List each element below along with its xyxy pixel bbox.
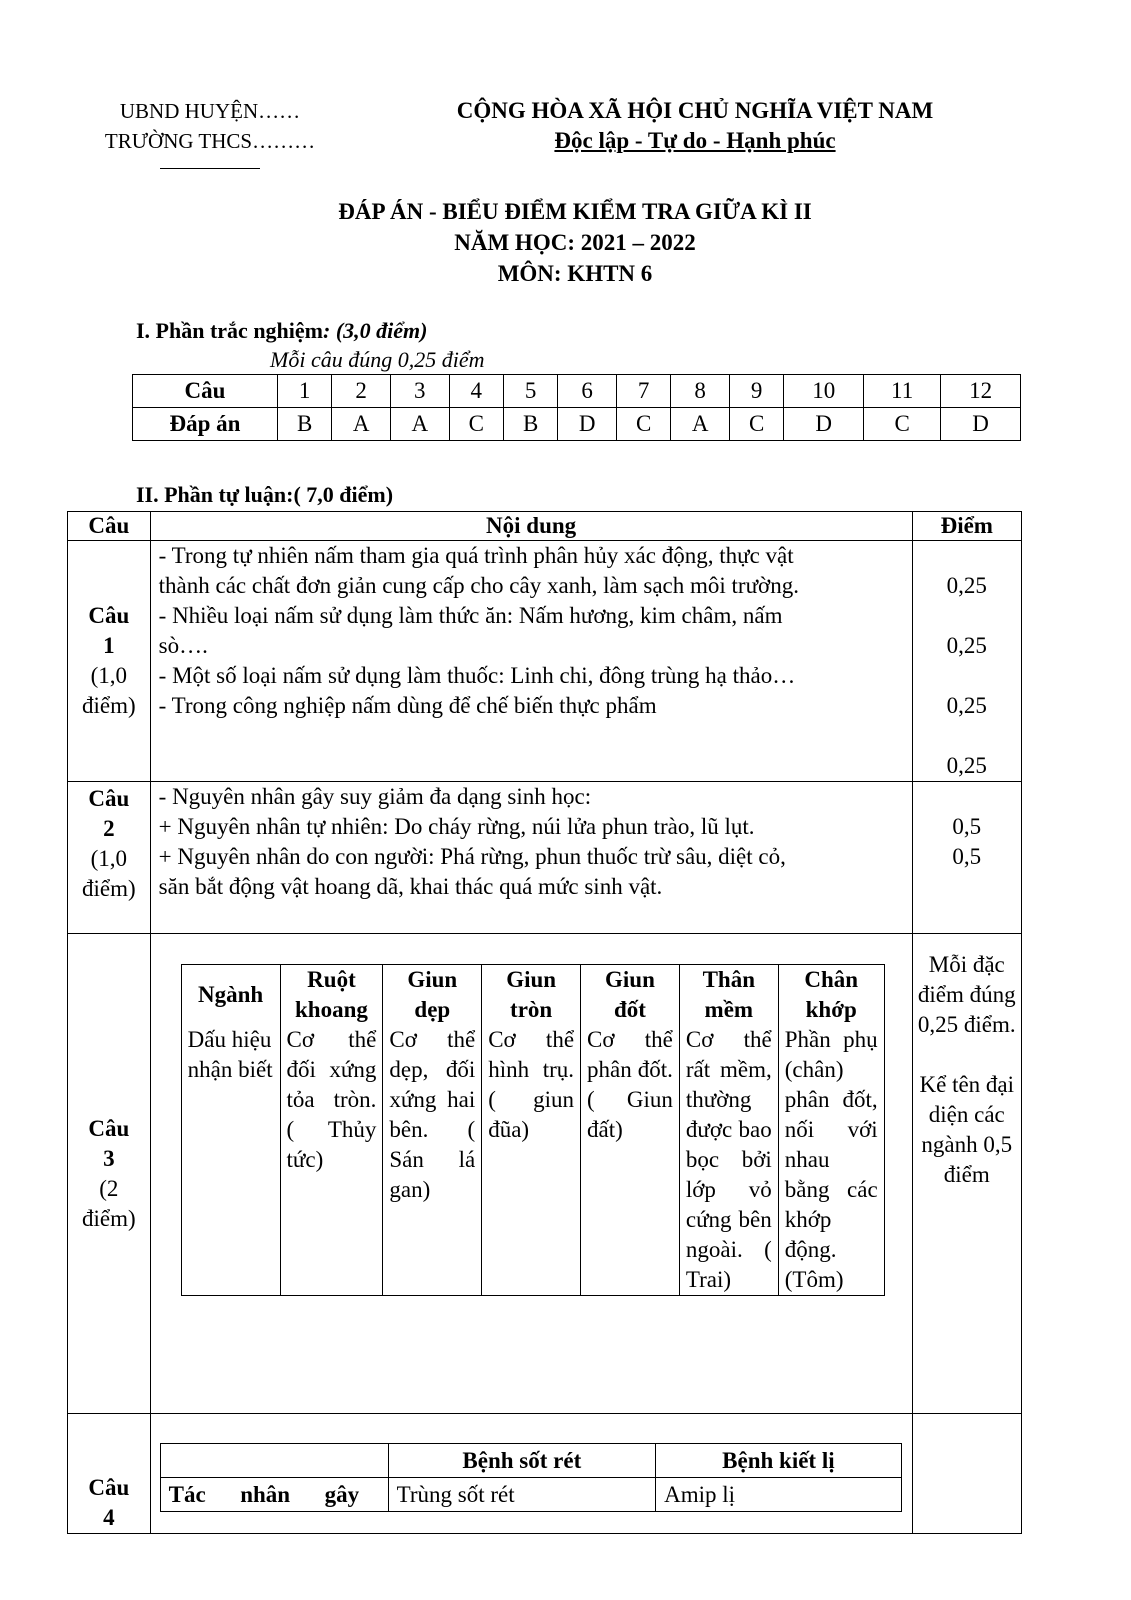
q1-line: - Trong công nghiệp nấm dùng để chế biến thực phẩm <box>158 693 657 718</box>
q2-point: 0,5 <box>952 814 982 839</box>
q2-score-unit: điểm) <box>82 876 136 901</box>
q3-number: 3 <box>103 1145 115 1171</box>
q1-label: Câu <box>88 603 130 628</box>
answer-letter: A <box>390 408 449 441</box>
part1-heading-score: : (3,0 điểm) <box>323 318 428 343</box>
question-number: 5 <box>503 375 557 408</box>
phylum-header-row <box>181 965 884 1026</box>
phylum-characteristic: Phần phụ (chân) phân đốt, nối với nhau bằng các khớp động. (Tôm) <box>778 1025 884 1296</box>
row-label: Dấu hiệu nhận biết <box>181 1025 280 1296</box>
q2-label: Câu <box>88 786 130 811</box>
question-number: 6 <box>558 375 617 408</box>
title-line-2: NĂM HỌC: 2021 – 2022 <box>454 230 696 255</box>
dysentery-pathogen: Amip lị <box>656 1478 902 1512</box>
q4-number: 4 <box>103 1505 115 1530</box>
question-3-content <box>150 934 912 1414</box>
header-divider <box>160 168 260 169</box>
phylum-characteristic: Cơ thể đối xứng tỏa tròn. ( Thủy tức) <box>280 1025 383 1296</box>
part1-note: Mỗi câu đúng 0,25 điểm <box>270 347 485 372</box>
answer-letter: D <box>784 408 864 441</box>
title-line-3: MÔN: KHTN 6 <box>497 261 653 286</box>
school-name: TRƯỜNG THCS……… <box>104 129 316 153</box>
title-line-1: ĐÁP ÁN - BIỂU ĐIỂM KIỂM TRA GIỮA KÌ II <box>338 199 812 224</box>
phylum-characteristic: Cơ thể phân đốt. ( Giun đất) <box>581 1025 680 1296</box>
answer-letter: A <box>671 408 730 441</box>
question-1-content <box>150 541 912 782</box>
answer-letter: A <box>332 408 391 441</box>
question-number: 11 <box>864 375 941 408</box>
pathogen-row-label: Tác nhân gây <box>160 1478 388 1512</box>
q1-point: 0,25 <box>946 693 987 718</box>
national-motto: Độc lập - Tự do - Hạnh phúc <box>554 128 836 153</box>
question-row <box>133 375 1021 408</box>
phylum-characteristic: Cơ thể hình trụ. ( giun đũa) <box>482 1025 581 1296</box>
q2-score: (1,0 <box>90 846 128 871</box>
q2-number: 2 <box>103 816 115 841</box>
malaria-pathogen: Trùng sốt rét <box>388 1478 656 1512</box>
answer-row <box>133 408 1021 441</box>
question-3-points <box>912 934 1021 1414</box>
q4-label: Câu <box>88 1475 130 1500</box>
question-number: 9 <box>729 375 783 408</box>
col-points-header: Điểm <box>912 512 1021 541</box>
q3-score: (2 <box>99 1175 119 1201</box>
q3-label: Câu <box>88 1115 130 1141</box>
part1-heading <box>136 318 427 344</box>
phylum-header: Ngành <box>181 965 280 1026</box>
q1-score: (1,0 <box>90 663 128 688</box>
q1-line: - Nhiều loại nấm sử dụng làm thức ăn: Nấm hương, kim châm, nấm <box>158 603 783 628</box>
answer-letter: B <box>503 408 557 441</box>
question-number: 4 <box>449 375 503 408</box>
q2-line: + Nguyên nhân tự nhiên: Do cháy rừng, núi lửa phun trào, lũ lụt. <box>158 814 755 839</box>
disease-header-row <box>160 1444 901 1478</box>
q3-score-unit: điểm) <box>82 1205 136 1231</box>
phylum-characteristics-row <box>181 1025 884 1296</box>
answer-letter: B <box>278 408 332 441</box>
phylum-characteristic: Cơ thể dẹp, đối xứng hai bên. ( Sán lá gan) <box>383 1025 482 1296</box>
q1-score-unit: điểm) <box>82 693 136 718</box>
question-2-content <box>150 782 912 934</box>
question-1-points <box>912 541 1021 782</box>
q1-line: thành các chất đơn giản cung cấp cho cây xanh, làm sạch môi trường. <box>158 573 799 598</box>
question-3-row <box>68 934 1022 1414</box>
phylum-characteristics-table <box>181 964 885 1296</box>
answer-letter: D <box>558 408 617 441</box>
question-4-content <box>150 1414 912 1534</box>
part2-heading: II. Phần tự luận:( 7,0 điểm) <box>136 482 394 507</box>
disease-comparison-table <box>160 1443 902 1512</box>
question-row-label: Câu <box>133 375 278 408</box>
q1-number: 1 <box>103 633 115 658</box>
answer-letter: C <box>864 408 941 441</box>
question-number: 7 <box>616 375 670 408</box>
question-number: 12 <box>941 375 1021 408</box>
document-title <box>200 196 950 289</box>
question-1-row <box>68 541 1022 782</box>
phylum-header: Giun tròn <box>482 965 581 1026</box>
question-2-label <box>68 782 151 934</box>
phylum-header: Giun dẹp <box>383 965 482 1026</box>
q2-point: 0,5 <box>952 844 982 869</box>
question-2-row <box>68 782 1022 934</box>
q1-line: sò…. <box>158 633 208 658</box>
col-question-header: Câu <box>68 512 151 541</box>
pathogen-row <box>160 1478 901 1512</box>
country-name: CỘNG HÒA XÃ HỘI CHỦ NGHĨA VIỆT NAM <box>456 98 934 123</box>
q1-point: 0,25 <box>946 633 987 658</box>
district-name: UBND HUYỆN…… <box>119 99 301 123</box>
answer-row-label: Đáp án <box>133 408 278 441</box>
header-right <box>420 96 970 156</box>
q2-line: + Nguyên nhân do con người: Phá rừng, phun thuốc trừ sâu, diệt cỏ, <box>158 844 786 869</box>
answer-letter: C <box>449 408 503 441</box>
header-left <box>100 96 320 169</box>
question-number: 8 <box>671 375 730 408</box>
essay-answer-table <box>67 511 1022 1534</box>
phylum-header: Thân mềm <box>679 965 778 1026</box>
q3-points-examples: Kể tên đại diện các ngành 0,5 điểm <box>919 1072 1015 1187</box>
question-number: 1 <box>278 375 332 408</box>
malaria-header: Bệnh sốt rét <box>388 1444 656 1478</box>
q1-line: - Trong tự nhiên nấm tham gia quá trình phân hủy xác động, thực vật <box>158 543 794 568</box>
q1-point: 0,25 <box>946 753 987 778</box>
question-number: 2 <box>332 375 391 408</box>
question-3-label <box>68 934 151 1414</box>
answer-letter: D <box>941 408 1021 441</box>
part1-heading-text: I. Phần trắc nghiệm <box>136 318 323 343</box>
question-2-points <box>912 782 1021 934</box>
phylum-characteristic: Cơ thể rất mềm, thường được bao bọc bởi lớp vỏ cứng bên ngoài. ( Trai) <box>679 1025 778 1296</box>
phylum-header: Ruột khoang <box>280 965 383 1026</box>
answer-letter: C <box>616 408 670 441</box>
answer-letter: C <box>729 408 783 441</box>
phylum-header: Giun đốt <box>581 965 680 1026</box>
q1-line: - Một số loại nấm sử dụng làm thuốc: Linh chi, đông trùng hạ thảo… <box>158 663 796 688</box>
question-4-label <box>68 1414 151 1534</box>
question-4-row <box>68 1414 1022 1534</box>
col-content-header: Nội dung <box>150 512 912 541</box>
question-4-points <box>912 1414 1021 1534</box>
phylum-header: Chân khớp <box>778 965 884 1026</box>
q2-line: săn bắt động vật hoang dã, khai thác quá mức sinh vật. <box>158 874 663 899</box>
q2-line: - Nguyên nhân gây suy giảm đa dạng sinh học: <box>158 784 592 809</box>
question-number: 10 <box>784 375 864 408</box>
q3-points-per-trait: Mỗi đặc điểm đúng 0,25 điểm. <box>917 952 1016 1037</box>
essay-header-row <box>68 512 1022 541</box>
dysentery-header: Bệnh kiết lị <box>656 1444 902 1478</box>
multiple-choice-answer-table <box>132 374 1021 441</box>
q1-point: 0,25 <box>946 573 987 598</box>
question-1-label <box>68 541 151 782</box>
question-number: 3 <box>390 375 449 408</box>
